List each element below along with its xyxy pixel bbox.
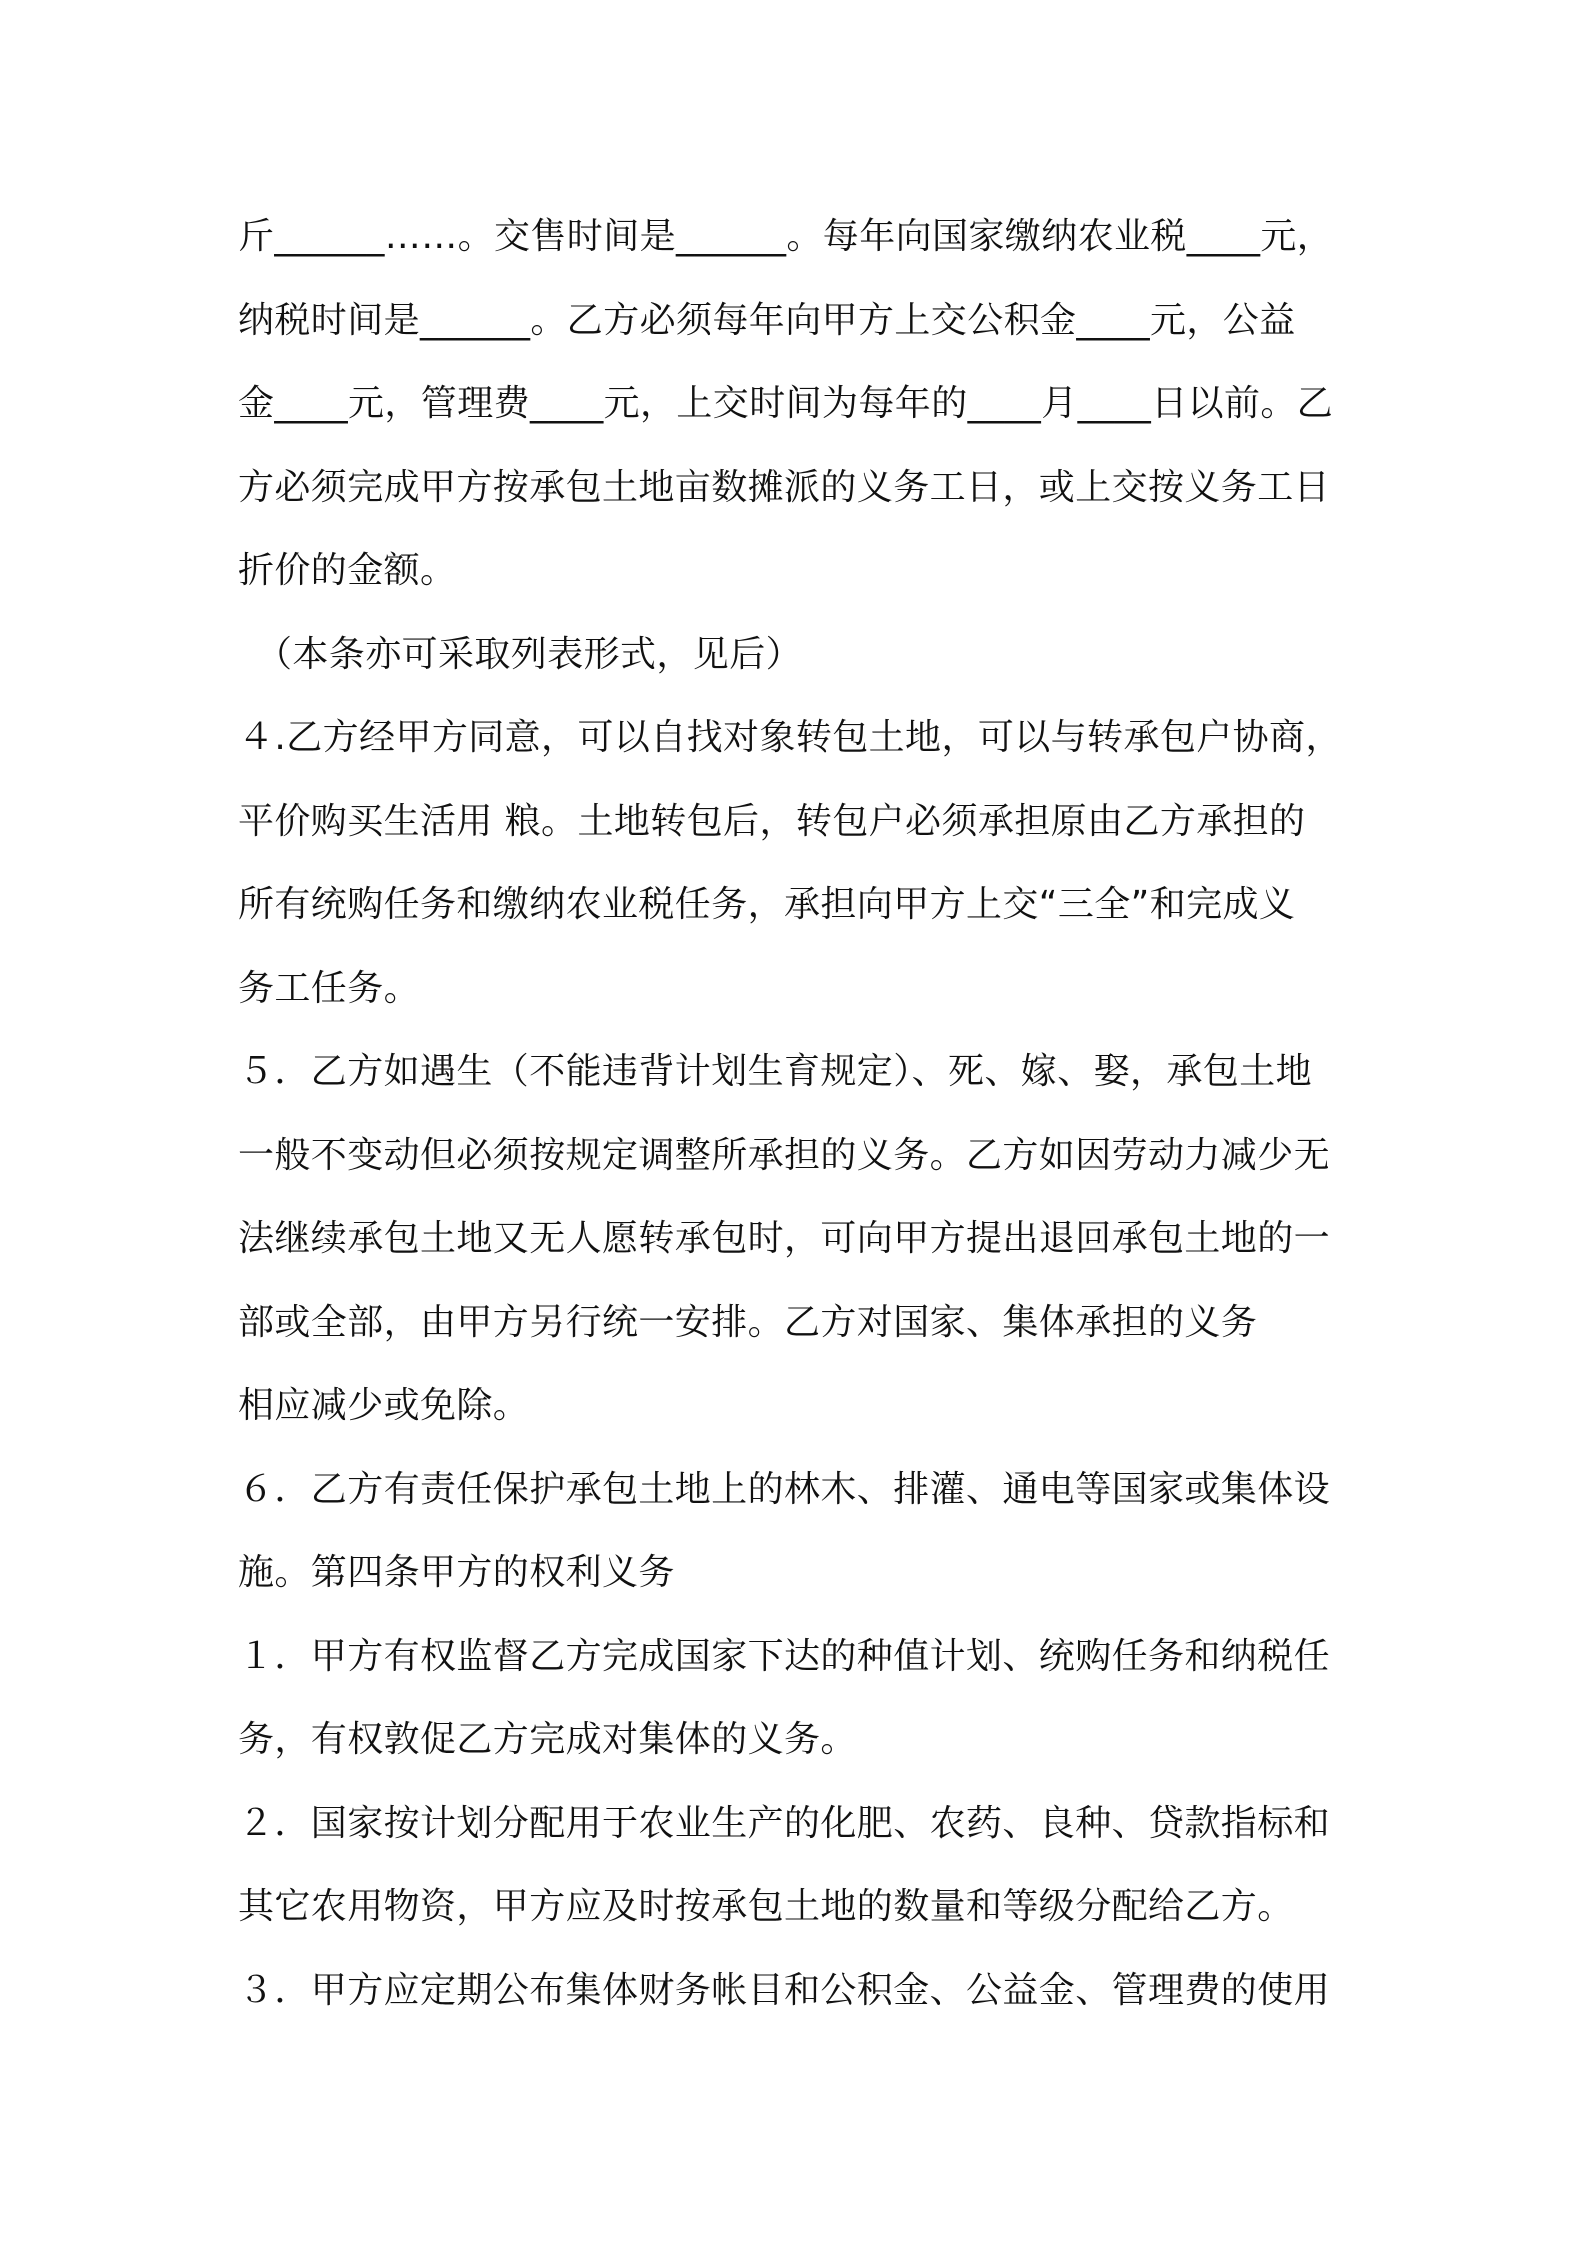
- text-line: 金____元，管理费____元，上交时间为每年的____月____日以前。乙: [238, 383, 1334, 424]
- text-line-item-4: ４.乙方经甲方同意，可以自找对象转包土地，可以与转承包户协商，: [238, 717, 1342, 758]
- text-line: 平价购买生活用 粮。土地转包后，转包户必须承担原由乙方承担的: [238, 800, 1306, 842]
- text-line: 法继续承包土地又无人愿转承包时，可向甲方提出退回承包土地的一: [238, 1218, 1331, 1259]
- text-line: 部或全部，由甲方另行统一安排。乙方对国家、集体承担的义务: [238, 1301, 1258, 1343]
- text-line: 折价的金额。: [238, 550, 457, 591]
- contract-text: [238, 195, 1364, 2032]
- text-line: 其它农用物资，甲方应及时按承包土地的数量和等级分配给乙方。: [238, 1886, 1294, 1927]
- text-line-item-5: ５．乙方如遇生（不能违背计划生育规定）、死、嫁、娶，承包土地: [238, 1051, 1313, 1092]
- text-line: 务，有权敦促乙方完成对集体的义务。: [238, 1719, 857, 1760]
- text-line-section-heading: 施。第四条甲方的权利义务: [238, 1552, 675, 1593]
- text-line: 纳税时间是______。乙方必须每年向甲方上交公积金____元，公益: [238, 299, 1296, 341]
- text-line: 斤______……。交售时间是______。每年向国家缴纳农业税____元，: [238, 216, 1334, 257]
- text-line: 所有统购任务和缴纳农业税任务，承担向甲方上交“三全”和完成义: [238, 884, 1296, 925]
- text-line-item-6: ６．乙方有责任保护承包土地上的林木、排灌、通电等国家或集体设: [238, 1468, 1331, 1510]
- text-line: 相应减少或免除。: [238, 1385, 530, 1426]
- text-line: 务工任务。: [238, 967, 421, 1009]
- text-line-note: （本条亦可采取列表形式，见后）: [256, 633, 803, 675]
- text-line: 方必须完成甲方按承包土地亩数摊派的义务工日，或上交按义务工日: [238, 466, 1331, 508]
- text-line-item-2: ２．国家按计划分配用于农业生产的化肥、农药、良种、贷款指标和: [238, 1802, 1331, 1844]
- text-line-item-3: ３．甲方应定期公布集体财务帐目和公积金、公益金、管理费的使用: [238, 1969, 1331, 2011]
- text-line: 一般不变动但必须按规定调整所承担的义务。乙方如因劳动力减少无: [238, 1134, 1331, 1176]
- text-line-item-1: １．甲方有权监督乙方完成国家下达的种值计划、统购任务和纳税任: [238, 1635, 1331, 1677]
